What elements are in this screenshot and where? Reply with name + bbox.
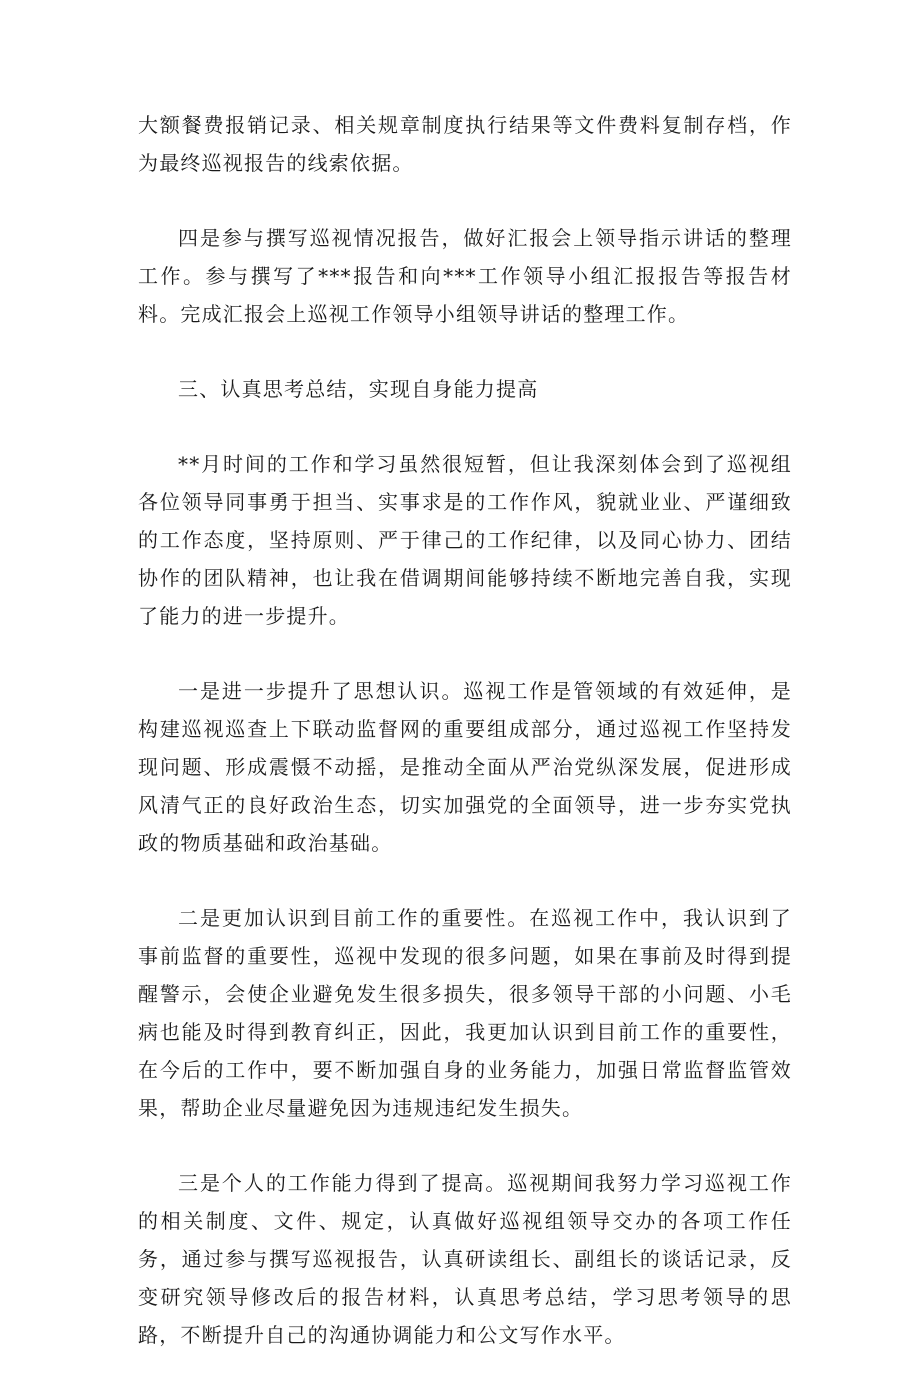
paragraph-1: 大额餐费报销记录、相关规章制度执行结果等文件费料复制存档，作为最终巡视报告的线索依据。 <box>138 113 792 175</box>
section-heading: 三、认真思考总结，实现自身能力提高 <box>178 377 539 401</box>
paragraph-4: **月时间的工作和学习虽然很短暂，但让我深刻体会到了巡视组各位领导同事勇于担当、实事求是的工作作风，貌就业业、严谨细致的工作态度，坚持原则、严于律己的工作纪律，以及同心协力、团结协作的团队精神，也让我在借调期间能够持续不断地完善自我，实现了能力的进一步提升。 <box>138 452 792 628</box>
paragraph-7: 三是个人的工作能力得到了提高。巡视期间我努力学习巡视工作的相关制度、文件、规定，认真做好巡视组领导交办的各项工作任务，通过参与撰写巡视报告，认真研读组长、副组长的谈话记录，反变研究领导修改后的报告材料，认真思考总结，学习思考领导的思路，不断提升自己的沟通协调能力和公文写作水平。 <box>138 1171 792 1347</box>
paragraph-5: 一是进一步提升了思想认识。巡视工作是管领域的有效延伸，是构建巡视巡查上下联动监督网的重要组成部分，通过巡视工作坚持发现问题、形成震慑不动摇，是推动全面从严治党纵深发展，促进形成风清气正的良好政治生态，切实加强党的全面领导，进一步夯实党执政的物质基础和政治基础。 <box>138 679 792 855</box>
paragraph-6: 二是更加认识到目前工作的重要性。在巡视工作中，我认识到了事前监督的重要性，巡视中发现的很多问题，如果在事前及时得到提醒警示，会使企业避免发生很多损失，很多领导干部的小问题、小毛病也能及时得到教育纠正，因此，我更加认识到目前工作的重要性，在今后的工作中，要不断加强自身的业务能力，加强日常监督监管效果，帮助企业尽量避免因为违规违纪发生损失。 <box>138 906 792 1120</box>
paragraph-2: 四是参与撰写巡视情况报告，做好汇报会上领导指示讲话的整理工作。参与撰写了***报告和向***工作领导小组汇报报告等报告材料。完成汇报会上巡视工作领导小组领导讲话的整理工作。 <box>138 226 792 326</box>
document-body <box>138 106 792 1391</box>
